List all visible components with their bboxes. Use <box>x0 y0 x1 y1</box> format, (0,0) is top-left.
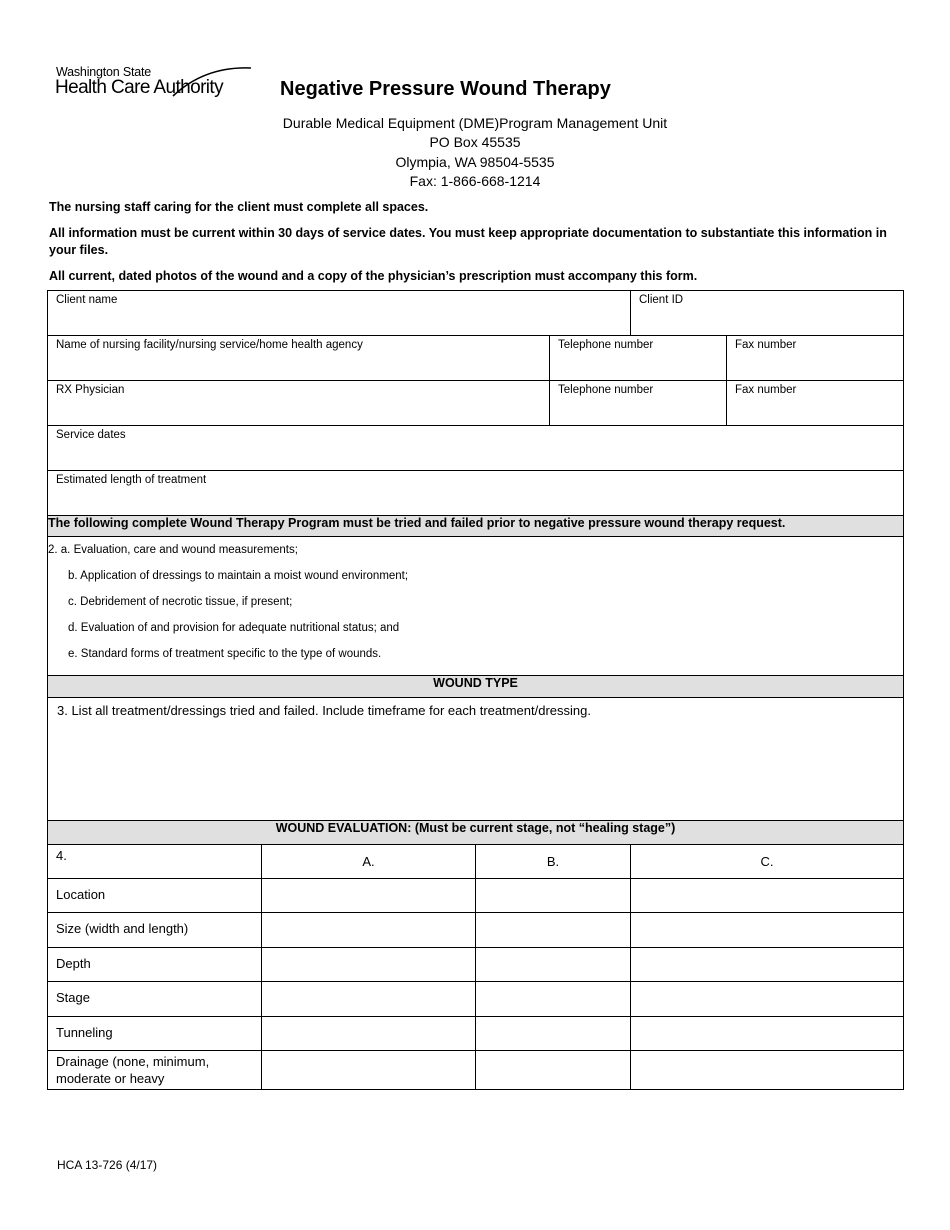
address-line-1: Durable Medical Equipment (DME)Program Management Unit <box>282 115 668 131</box>
location-cell-c[interactable] <box>631 879 904 913</box>
evaluation-number: 4. <box>48 845 262 879</box>
drainage-row-label: Drainage (none, minimum, moderate or heavy <box>48 1051 262 1090</box>
wound-evaluation-header-bar: WOUND EVALUATION: (Must be current stage, not “healing stage”) <box>48 821 904 845</box>
instruction-2: All information must be current within 30 days of service dates. You must keep appropriate documentation to substantiate this information in your files. <box>49 226 887 257</box>
facility-fax-label: Fax number <box>735 339 797 351</box>
program-step-d: d. Evaluation of and provision for adequate nutritional status; and <box>68 622 400 634</box>
tunneling-cell-c[interactable] <box>631 1017 904 1051</box>
client-name-label: Client name <box>56 294 118 306</box>
program-header-bar: The following complete Wound Therapy Program must be tried and failed prior to negative pressure wound therapy request. <box>48 516 904 537</box>
tunneling-row-label: Tunneling <box>48 1017 262 1051</box>
client-id-label: Client ID <box>639 294 684 306</box>
drainage-cell-c[interactable] <box>631 1051 904 1090</box>
size-cell-a[interactable] <box>262 913 476 948</box>
wound-type-header-bar: WOUND TYPE <box>48 676 904 698</box>
drainage-cell-a[interactable] <box>262 1051 476 1090</box>
column-c-header: C. <box>631 845 904 879</box>
tunneling-cell-a[interactable] <box>262 1017 476 1051</box>
column-b-header: B. <box>476 845 631 879</box>
stage-row-label: Stage <box>48 982 262 1017</box>
client-id-field[interactable] <box>631 291 904 336</box>
stage-cell-b[interactable] <box>476 982 631 1017</box>
location-cell-b[interactable] <box>476 879 631 913</box>
tunneling-cell-b[interactable] <box>476 1017 631 1051</box>
treatment-length-label: Estimated length of treatment <box>56 474 207 486</box>
size-row-label: Size (width and length) <box>48 913 262 948</box>
program-steps-list <box>48 537 904 676</box>
rx-physician-label: RX Physician <box>56 384 125 396</box>
depth-cell-c[interactable] <box>631 948 904 982</box>
depth-cell-b[interactable] <box>476 948 631 982</box>
facility-name-label: Name of nursing facility/nursing service/home health agency <box>56 339 363 351</box>
logo-swoosh-icon <box>55 64 255 104</box>
stage-cell-a[interactable] <box>262 982 476 1017</box>
facility-name-field[interactable] <box>48 336 550 381</box>
physician-phone-field[interactable] <box>550 381 727 426</box>
program-step-a: 2. a. Evaluation, care and wound measurements; <box>48 544 298 556</box>
address-line-2: PO Box 45535 <box>429 134 521 151</box>
logo-line-2: Health Care Authority <box>55 77 223 98</box>
wound-type-entry-field[interactable] <box>48 698 904 821</box>
hca-logo <box>55 64 255 104</box>
request-form-table <box>47 290 904 1090</box>
size-cell-c[interactable] <box>631 913 904 948</box>
facility-phone-field[interactable] <box>550 336 727 381</box>
depth-cell-a[interactable] <box>262 948 476 982</box>
address-fax: Fax: 1-866-668-1214 <box>409 172 541 189</box>
treatment-length-field[interactable] <box>48 471 904 516</box>
facility-phone-label: Telephone number <box>558 339 654 351</box>
physician-fax-label: Fax number <box>735 384 797 396</box>
rx-physician-field[interactable] <box>48 381 550 426</box>
facility-fax-field[interactable] <box>727 336 904 381</box>
form-code: HCA 13-726 (4/17) <box>57 1158 158 1172</box>
form-title: Negative Pressure Wound Therapy <box>280 78 611 100</box>
stage-cell-c[interactable] <box>631 982 904 1017</box>
instruction-3: All current, dated photos of the wound and a copy of the physician’s prescription must accompany this form. <box>49 269 698 283</box>
address-line-3: Olympia, WA 98504-5535 <box>395 153 555 170</box>
depth-row-label: Depth <box>48 948 262 982</box>
program-step-b: b. Application of dressings to maintain a moist wound environment; <box>68 570 409 582</box>
column-a-header: A. <box>262 845 476 879</box>
size-cell-b[interactable] <box>476 913 631 948</box>
service-dates-label: Service dates <box>56 429 126 441</box>
service-dates-field[interactable] <box>48 426 904 471</box>
logo-line-1: Washington State <box>56 65 152 79</box>
client-name-field[interactable] <box>48 291 631 336</box>
program-step-e: e. Standard forms of treatment specific to the type of wounds. <box>68 648 382 660</box>
program-step-c: c. Debridement of necrotic tissue, if present; <box>68 596 293 608</box>
physician-fax-field[interactable] <box>727 381 904 426</box>
location-row-label: Location <box>48 879 262 913</box>
location-cell-a[interactable] <box>262 879 476 913</box>
physician-phone-label: Telephone number <box>558 384 654 396</box>
mailing-address <box>200 114 750 191</box>
instruction-1: The nursing staff caring for the client must complete all spaces. <box>49 200 429 214</box>
drainage-cell-b[interactable] <box>476 1051 631 1090</box>
wound-type-prompt: 3. List all treatment/dressings tried and failed. Include timeframe for each treatment/dressing. <box>57 703 591 718</box>
